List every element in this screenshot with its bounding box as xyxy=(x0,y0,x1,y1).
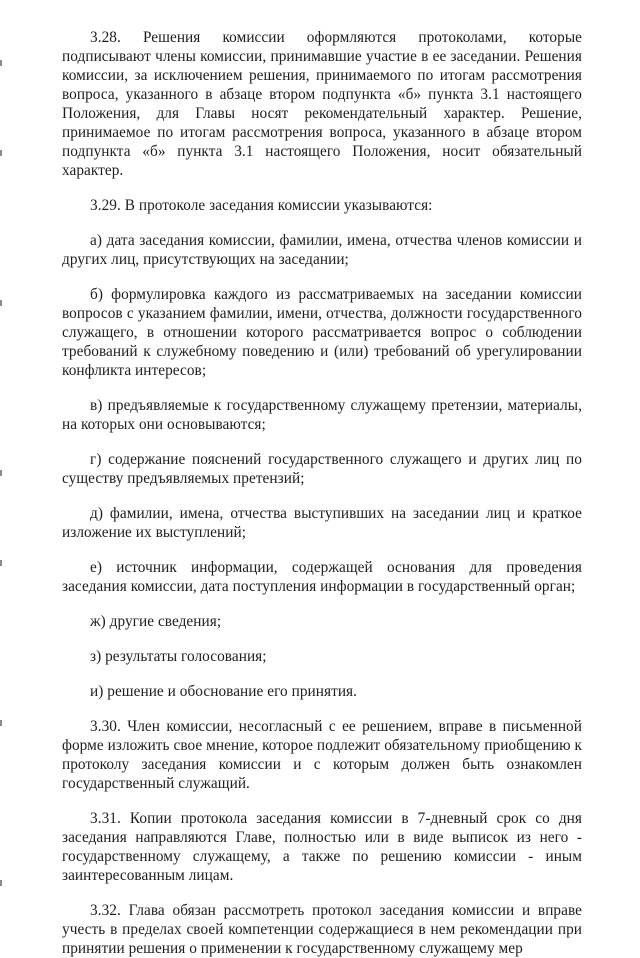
list-item-b: б) формулировка каждого из рассматриваемых на заседании комиссии вопросов с указанием фамилии, имени, отчества, должности государственного служащего, в отношении которого рассматривается вопрос о соблюдении требований к служебному поведению и (или) требований об урегулировании конфликта интересов; xyxy=(62,286,582,379)
paragraph-3-29: 3.29. В протоколе заседания комиссии указываются: xyxy=(90,197,433,214)
list-item-i: и) решение и обоснование его принятия. xyxy=(90,683,358,700)
paragraph-3-32: 3.32. Глава обязан рассмотреть протокол заседания комиссии и вправе учесть в пределах своей компетенции содержащиеся в нем рекомендации при принятии решения о применении к государственному служащему мер xyxy=(62,902,582,957)
paragraph-3-31: 3.31. Копии протокола заседания комиссии в 7-дневный срок со дня заседания направляются Главе, полностью или в виде выписок из него - государственному служащему, а также по решению комиссии - иным заинтересованным лицам. xyxy=(62,810,582,884)
paragraph-3-30: 3.30. Член комиссии, несогласный с ее решением, вправе в письменной форме изложить свое мнение, которое подлежит обязательному приобщению к протоколу заседания комиссии и с которым должен быть ознакомлен государственный служащий. xyxy=(62,718,582,792)
list-item-a: а) дата заседания комиссии, фамилии, имена, отчества членов комиссии и других лиц, присутствующих на заседании; xyxy=(62,232,582,268)
document-body xyxy=(62,28,582,958)
list-item-v: в) предъявляемые к государственному служащему претензии, материалы, на которых они основываются; xyxy=(62,397,582,433)
list-item-z: з) результаты голосования; xyxy=(90,648,267,665)
scan-edge-marks xyxy=(0,0,4,905)
list-item-g: г) содержание пояснений государственного служащего и других лиц по существу предъявляемых претензий; xyxy=(62,451,582,487)
list-item-d: д) фамилии, имена, отчества выступивших на заседании лиц и краткое изложение их выступлений; xyxy=(62,505,582,541)
paragraph-3-28: 3.28. Решения комиссии оформляются протоколами, которые подписывают члены комиссии, принимавшие участие в ее заседании. Решения комиссии, за исключением решения, принимаемого по итогам рассмотрения вопроса, указанного в абзаце втором подпункта «б» пункта 3.1 настоящего Положения, для Главы носят рекомендательный характер. Решение, принимаемое по итогам рассмотрения вопроса, указанного в абзаце втором подпункта «б» пункта 3.1 настоящего Положения, носит обязательный характер. xyxy=(62,29,582,179)
list-item-e: е) источник информации, содержащей основания для проведения заседания комиссии, дата поступления информации в государственный орган; xyxy=(62,559,582,595)
list-item-zh: ж) другие сведения; xyxy=(90,613,222,630)
